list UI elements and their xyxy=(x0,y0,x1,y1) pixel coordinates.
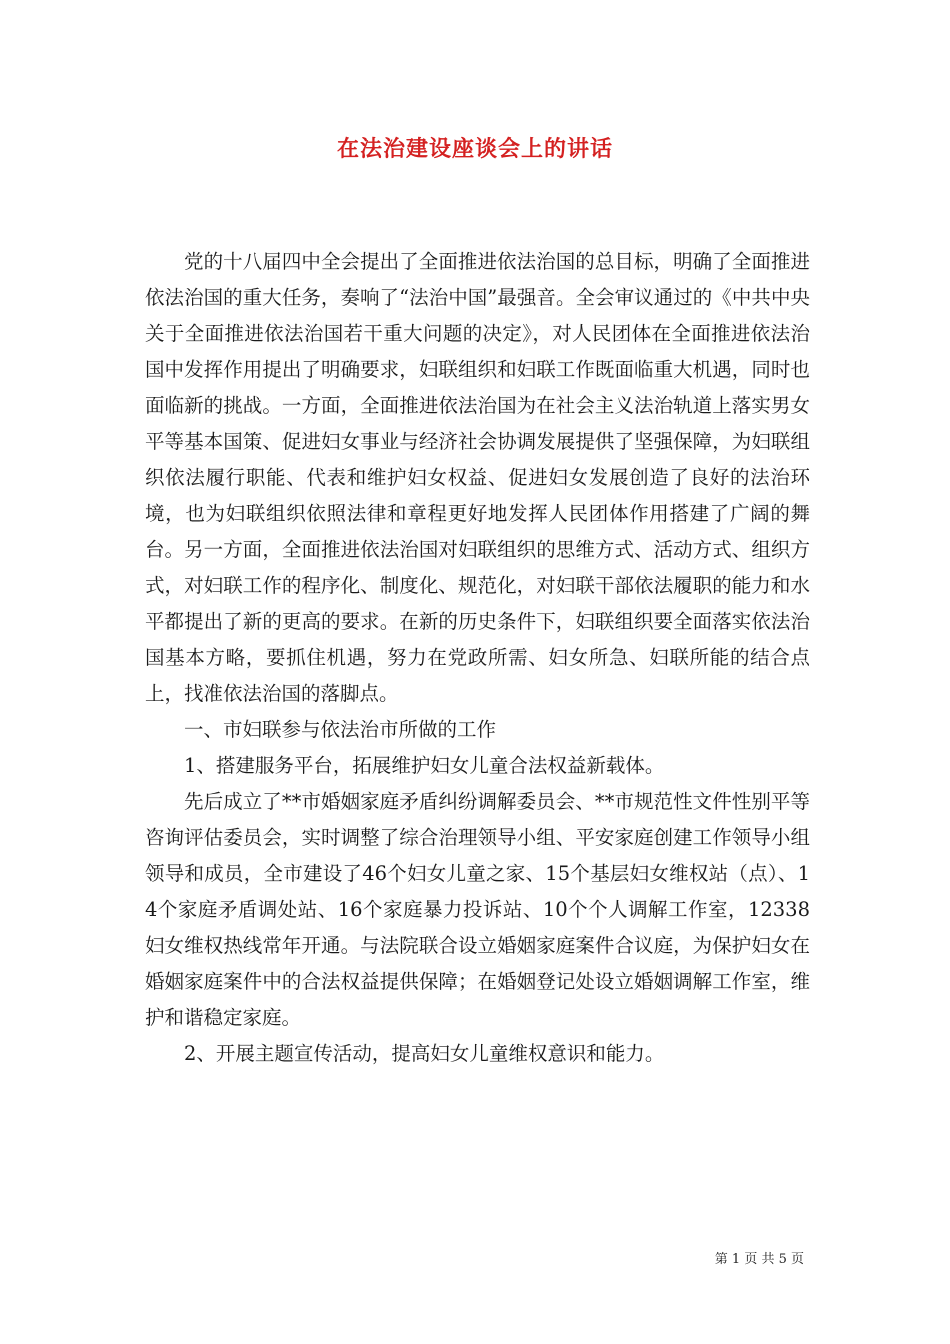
document-body xyxy=(145,244,810,1072)
page-number-footer: 第 1 页 共 5 页 xyxy=(714,1252,804,1267)
paragraph-service-platform: 先后成立了**市婚姻家庭矛盾纠纷调解委员会、**市规范性文件性别平等咨询评估委员会，实时调整了综合治理领导小组、平安家庭创建工作领导小组领导和成员，全市建设了46个妇女儿童之家、15个基层妇女维权站（点）、14个家庭矛盾调处站、16个家庭暴力投诉站、10个个人调解工作室，12338妇女维权热线常年开通。与法院联合设立婚姻家庭案件合议庭，为保护妇女在婚姻家庭案件中的合法权益提供保障；在婚姻登记处设立婚姻调解工作室，维护和谐稳定家庭。 xyxy=(145,790,810,1029)
subsection-heading-1: 1、搭建服务平台，拓展维护妇女儿童合法权益新载体。 xyxy=(184,754,665,777)
document-title: 在法治建设座谈会上的讲话 xyxy=(336,136,613,162)
section-heading-1: 一、市妇联参与依法治市所做的工作 xyxy=(184,718,497,741)
paragraph-intro: 党的十八届四中全会提出了全面推进依法治国的总目标，明确了全面推进依法治国的重大任务，奏响了“法治中国”最强音。全会审议通过的《中共中央关于全面推进依法治国若干重大问题的决定》，对人民团体在全面推进依法治国中发挥作用提出了明确要求，妇联组织和妇联工作既面临重大机遇，同时也面临新的挑战。一方面，全面推进依法治国为在社会主义法治轨道上落实男女平等基本国策、促进妇女事业与经济社会协调发展提供了坚强保障，为妇联组织依法履行职能、代表和维护妇女权益、促进妇女发展创造了良好的法治环境，也为妇联组织依照法律和章程更好地发挥人民团体作用搭建了广阔的舞台。另一方面，全面推进依法治国对妇联组织的思维方式、活动方式、组织方式，对妇联工作的程序化、制度化、规范化，对妇联干部依法履职的能力和水平都提出了新的更高的要求。在新的历史条件下，妇联组织要全面落实依法治国基本方略，要抓住机遇，努力在党政所需、妇女所急、妇联所能的结合点上，找准依法治国的落脚点。 xyxy=(145,250,810,705)
subsection-heading-2: 2、开展主题宣传活动，提高妇女儿童维权意识和能力。 xyxy=(184,1042,665,1065)
